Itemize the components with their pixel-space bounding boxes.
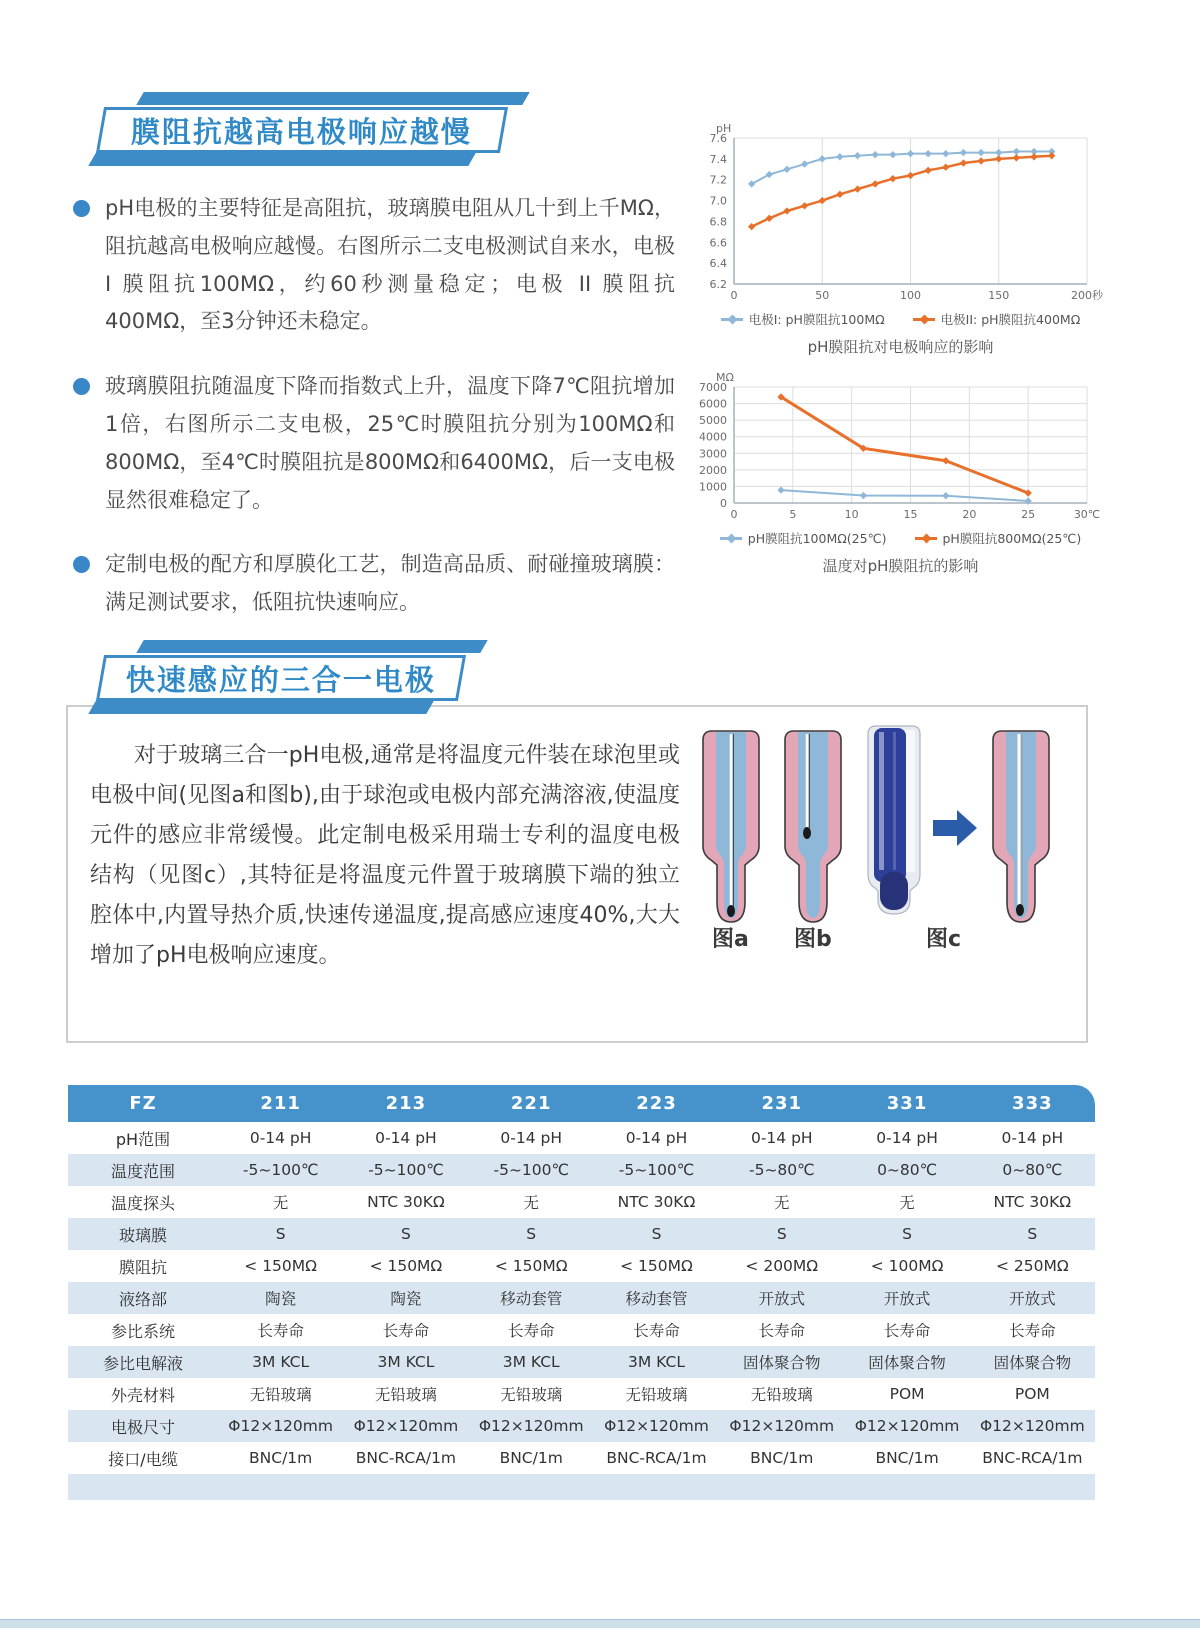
spec-row-label: 参比电解液 [102, 1353, 183, 1373]
section1-banner [100, 92, 520, 166]
spec-cell: 0-14 pH [1001, 1129, 1064, 1147]
spec-cell: 0-14 pH [249, 1129, 312, 1147]
impedance-line-chart [688, 371, 1113, 523]
spec-header-cell: 213 [385, 1093, 427, 1114]
legend-label: 电极II: pH膜阻抗400MΩ [940, 312, 1081, 327]
response-line-chart [688, 122, 1113, 304]
spec-cell: Φ12×120mm [353, 1417, 459, 1435]
banner-bottom-stripe [88, 701, 434, 714]
spec-cell: 0-14 pH [625, 1129, 688, 1147]
spec-cell: POM [1014, 1385, 1050, 1403]
spec-cell: 0-14 pH [750, 1129, 813, 1147]
spec-cell: < 150MΩ [369, 1257, 443, 1275]
spec-cell: 开放式 [1009, 1290, 1056, 1308]
svg-text:7.4: 7.4 [709, 152, 727, 166]
section1-title: 膜阻抗越高电极响应越慢 [131, 114, 473, 149]
spec-cell: 长寿命 [633, 1322, 680, 1340]
spec-cell: 长寿命 [382, 1322, 430, 1340]
spec-table-footer-strip [68, 1474, 1095, 1500]
spec-table [68, 1085, 1095, 1500]
svg-text:5: 5 [789, 508, 797, 521]
spec-table-header-row [68, 1085, 1095, 1122]
spec-table-row [68, 1186, 1095, 1218]
spec-cell: 0-14 pH [375, 1129, 437, 1147]
spec-cell: < 250MΩ [995, 1257, 1069, 1275]
spec-cell: 固体聚合物 [993, 1354, 1072, 1372]
spec-row-label: 液络部 [118, 1289, 167, 1309]
spec-row-label: 接口/电缆 [108, 1449, 178, 1469]
electrode-photo [868, 726, 920, 914]
svg-text:6.8: 6.8 [709, 215, 727, 229]
electrode-figure [685, 722, 1095, 932]
response-chart-block [688, 122, 1113, 357]
spec-table-row [68, 1378, 1095, 1410]
electrode-b-drawing [785, 731, 841, 922]
spec-cell: 长寿命 [883, 1322, 931, 1340]
svg-text:3000: 3000 [699, 447, 727, 461]
electrode-c-drawing [993, 731, 1049, 922]
spec-cell: BNC-RCA/1m [982, 1449, 1083, 1467]
spec-cell: 无铅玻璃 [625, 1386, 688, 1404]
svg-text:10: 10 [844, 508, 859, 521]
bullet-text: 玻璃膜阻抗随温度下降而指数式上升，温度下降7℃阻抗增加1倍，右图所示二支电极，25℃时膜阻抗分别为100MΩ和800MΩ，至4℃时膜阻抗是800MΩ和6400MΩ，后一支电极显然很难稳定了。 [105, 374, 675, 512]
legend-item [721, 310, 885, 328]
svg-text:7.6: 7.6 [709, 132, 727, 145]
bullet-item [73, 368, 675, 519]
spec-cell: < 200MΩ [745, 1257, 819, 1275]
spec-cell: 无铅玻璃 [374, 1386, 437, 1404]
spec-cell: 长寿命 [1009, 1322, 1056, 1340]
spec-table-row [68, 1250, 1095, 1282]
spec-cell: NTC 30KΩ [617, 1193, 696, 1211]
spec-cell: 无铅玻璃 [249, 1386, 312, 1404]
section2-title: 快速感应的三合一电极 [125, 662, 436, 697]
spec-table-row [68, 1410, 1095, 1442]
svg-text:0: 0 [730, 508, 738, 521]
spec-row-label: 电极尺寸 [110, 1417, 175, 1437]
legend-item [913, 310, 1081, 328]
figure-label-c: 图c [926, 927, 962, 952]
spec-cell: S [651, 1225, 662, 1243]
spec-cell: Φ12×120mm [604, 1417, 709, 1435]
spec-table-row [68, 1314, 1095, 1346]
spec-cell: S [526, 1225, 537, 1243]
svg-text:4000: 4000 [699, 430, 727, 444]
bullet-dot-icon [73, 556, 90, 573]
svg-text:150: 150 [988, 289, 1010, 302]
charts-column [688, 122, 1113, 590]
spec-cell: -5~100℃ [493, 1161, 569, 1179]
bullet-text: pH电极的主要特征是高阻抗，玻璃膜电阻从几十到上千MΩ，阻抗越高电极响应越慢。右图所示二支电极测试自来水，电极 I 膜阻抗100MΩ，约60秒测量稳定；电极 II 膜阻抗400MΩ，至3分钟还未稳定。 [105, 196, 675, 334]
legend-item [720, 529, 887, 547]
spec-cell: 开放式 [758, 1290, 806, 1308]
spec-cell: 3M KCL [377, 1353, 435, 1371]
svg-text:pH: pH [716, 122, 732, 135]
spec-table-body [68, 1122, 1095, 1474]
spec-cell: 移动套管 [625, 1290, 688, 1308]
svg-text:1000: 1000 [699, 480, 727, 494]
spec-cell: BNC-RCA/1m [606, 1449, 707, 1467]
spec-cell: Φ12×120mm [854, 1417, 960, 1435]
spec-cell: -5~100℃ [618, 1161, 695, 1179]
section2-banner [100, 640, 478, 714]
figure-label-a: 图a [712, 927, 749, 952]
arrow-right-icon [933, 810, 977, 846]
spec-cell: S [776, 1225, 787, 1243]
spec-cell: S [1027, 1225, 1038, 1243]
spec-cell: 无 [523, 1194, 539, 1212]
spec-cell: NTC 30KΩ [993, 1193, 1072, 1211]
banner-top-stripe [136, 640, 488, 653]
spec-row-label: 膜阻抗 [118, 1257, 167, 1277]
spec-cell: 长寿命 [507, 1322, 555, 1340]
bullet-item [73, 190, 675, 341]
section2-paragraph: 对于玻璃三合一pH电极,通常是将温度元件装在球泡里或电极中间(见图a和图b),由于球泡或电极内部充满溶液,使温度元件的感应非常缓慢。此定制电极采用瑞士专利的温度电极结构（见图c）,其特征是将温度元件置于玻璃膜下端的独立腔体中,内置导热介质,快速传递温度,提高感应速度40%,大大增加了pH电极响应速度。 [90, 743, 680, 969]
spec-header-cell: 221 [510, 1093, 552, 1114]
spec-header-cell: 333 [1012, 1093, 1053, 1114]
svg-text:0: 0 [730, 289, 738, 302]
spec-cell: 无 [774, 1194, 790, 1212]
figure-label-b: 图b [794, 927, 832, 952]
spec-header-cell: 331 [886, 1093, 928, 1114]
impedance-chart-block [688, 371, 1113, 576]
spec-cell: BNC/1m [499, 1449, 563, 1467]
spec-cell: 0-14 pH [876, 1129, 938, 1147]
spec-cell: S [902, 1225, 912, 1243]
spec-cell: -5~80℃ [748, 1161, 815, 1179]
spec-cell: 长寿命 [758, 1322, 806, 1340]
spec-row-label: 温度探头 [110, 1193, 175, 1213]
svg-text:50: 50 [815, 289, 830, 302]
spec-cell: 无铅玻璃 [750, 1386, 813, 1404]
svg-text:MΩ: MΩ [716, 371, 734, 384]
response-chart-legend [688, 310, 1113, 328]
spec-row-label: pH范围 [115, 1129, 171, 1149]
spec-cell: 陶瓷 [390, 1290, 422, 1308]
bullet-item [73, 546, 675, 622]
svg-text:0: 0 [720, 497, 727, 510]
spec-cell: BNC/1m [750, 1449, 814, 1467]
spec-cell: -5~100℃ [368, 1161, 444, 1179]
svg-text:6000: 6000 [699, 397, 727, 411]
spec-cell: Φ12×120mm [478, 1417, 584, 1435]
spec-cell: Φ12×120mm [228, 1417, 333, 1435]
impedance-chart-caption: 温度对pH膜阻抗的影响 [822, 557, 979, 575]
legend-swatch [721, 318, 743, 321]
spec-table-row [68, 1122, 1095, 1154]
legend-label: pH膜阻抗100MΩ(25℃) [747, 531, 887, 546]
spec-row-label: 参比系统 [110, 1321, 175, 1341]
spec-cell: 3M KCL [252, 1353, 310, 1371]
spec-table-row [68, 1282, 1095, 1314]
spec-cell: Φ12×120mm [729, 1417, 835, 1435]
svg-text:30℃: 30℃ [1073, 508, 1101, 521]
spec-cell: -5~100℃ [242, 1161, 319, 1179]
spec-cell: S [275, 1225, 286, 1243]
spec-cell: 移动套管 [500, 1290, 563, 1308]
spec-cell: BNC/1m [249, 1449, 313, 1467]
svg-text:100: 100 [900, 289, 921, 302]
section1-banner-box [96, 107, 508, 153]
spec-cell: S [401, 1225, 411, 1243]
svg-text:6.2: 6.2 [709, 278, 727, 291]
spec-cell: < 150MΩ [244, 1257, 317, 1275]
impedance-chart-legend [688, 529, 1113, 547]
svg-text:15: 15 [903, 508, 918, 521]
spec-cell: 陶瓷 [265, 1290, 297, 1308]
spec-cell: 长寿命 [257, 1322, 304, 1340]
response-chart-caption: pH膜阻抗对电极响应的影响 [807, 338, 994, 356]
svg-text:200秒: 200秒 [1071, 289, 1103, 302]
spec-table-row [68, 1442, 1095, 1474]
legend-item [915, 529, 1082, 547]
spec-cell: 无 [272, 1194, 289, 1212]
electrode-a-drawing [703, 731, 759, 922]
spec-cell: 固体聚合物 [743, 1354, 821, 1372]
spec-cell: < 150MΩ [620, 1257, 693, 1275]
spec-table-row [68, 1218, 1095, 1250]
bullet-dot-icon [73, 200, 90, 217]
svg-text:25: 25 [1021, 508, 1036, 521]
legend-label: 电极I: pH膜阻抗100MΩ [748, 312, 885, 327]
svg-text:20: 20 [962, 508, 977, 521]
svg-text:2000: 2000 [699, 463, 727, 477]
spec-row-label: 温度范围 [110, 1161, 175, 1181]
spec-table-row [68, 1154, 1095, 1186]
spec-cell: Φ12×120mm [979, 1417, 1085, 1435]
legend-label: pH膜阻抗800MΩ(25℃) [942, 531, 1082, 546]
spec-cell: 3M KCL [502, 1353, 560, 1371]
svg-text:5000: 5000 [699, 414, 727, 428]
bullet-list [73, 190, 675, 649]
svg-text:7.0: 7.0 [709, 194, 727, 208]
svg-text:6.6: 6.6 [709, 236, 727, 250]
svg-text:6.4: 6.4 [709, 257, 727, 271]
bullet-text: 定制电极的配方和厚膜化工艺，制造高品质、耐碰撞玻璃膜：满足测试要求，低阻抗快速响应。 [105, 552, 675, 615]
banner-top-stripe [136, 92, 530, 105]
spec-row-label: 外壳材料 [110, 1385, 175, 1405]
banner-bottom-stripe [88, 153, 476, 166]
spec-cell: BNC/1m [875, 1449, 939, 1467]
spec-cell: POM [889, 1385, 925, 1403]
section2-banner-box [96, 655, 466, 701]
spec-cell: 无 [899, 1194, 915, 1212]
page-bottom-strip [0, 1619, 1200, 1628]
spec-cell: 开放式 [883, 1290, 931, 1308]
legend-swatch [720, 537, 742, 540]
spec-cell: 无铅玻璃 [500, 1386, 563, 1404]
spec-cell: 3M KCL [628, 1353, 685, 1371]
spec-header-cell: 223 [636, 1093, 677, 1114]
spec-cell: 0~80℃ [1002, 1161, 1063, 1179]
spec-table-row [68, 1346, 1095, 1378]
spec-cell: BNC-RCA/1m [355, 1449, 457, 1467]
spec-cell: 固体聚合物 [868, 1354, 946, 1372]
spec-header-cell: 231 [761, 1093, 803, 1114]
spec-cell: < 100MΩ [870, 1257, 944, 1275]
spec-cell: 0~80℃ [877, 1161, 938, 1179]
spec-cell: 0-14 pH [500, 1129, 562, 1147]
spec-row-label: 玻璃膜 [118, 1225, 167, 1245]
spec-header-cell: FZ [129, 1093, 157, 1114]
spec-cell: < 150MΩ [494, 1257, 568, 1275]
legend-swatch [915, 537, 937, 540]
bullet-dot-icon [73, 378, 90, 395]
svg-text:7000: 7000 [699, 381, 727, 394]
legend-swatch [913, 318, 935, 321]
spec-cell: NTC 30KΩ [367, 1193, 445, 1211]
spec-header-cell: 211 [260, 1093, 301, 1114]
svg-text:7.2: 7.2 [709, 173, 727, 187]
